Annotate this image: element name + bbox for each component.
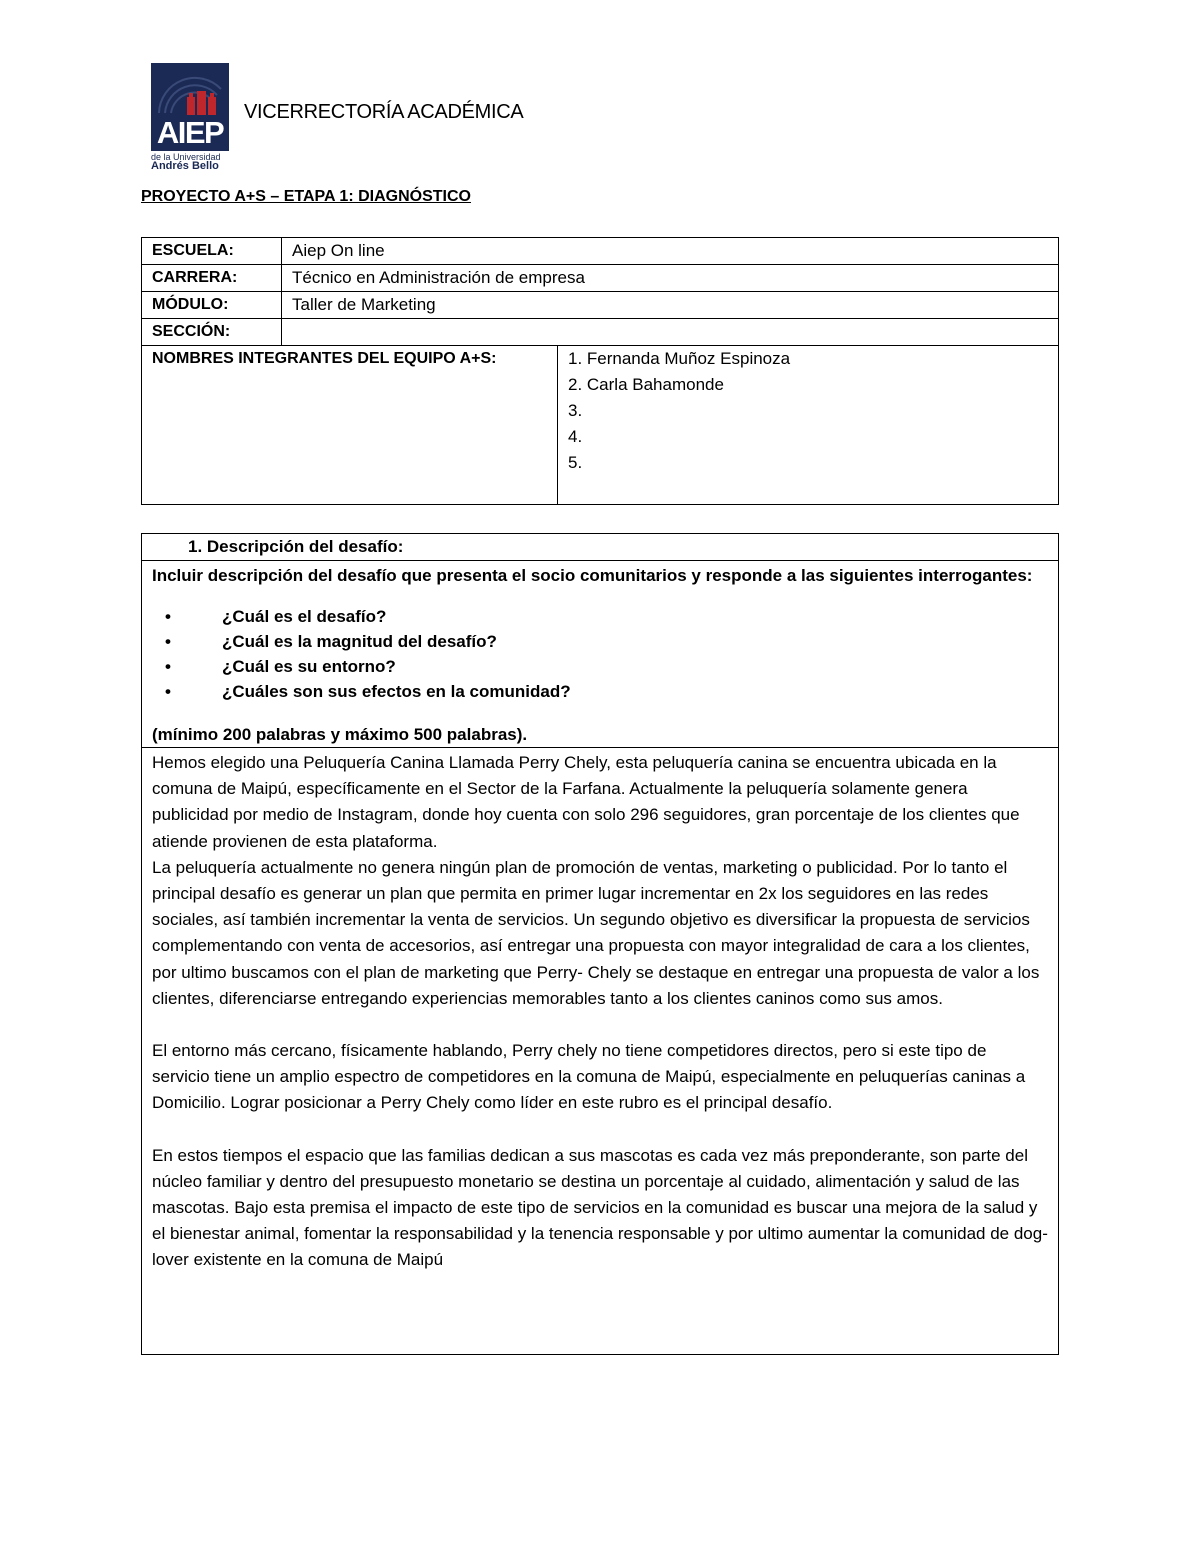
section-heading: 1. Descripción del desafío:: [142, 534, 1059, 561]
question-item: • ¿Cuáles son sus efectos en la comunidad?: [222, 679, 1048, 704]
logo-university: Andrés Bello: [151, 160, 219, 172]
question-item: • ¿Cuál es la magnitud del desafío?: [222, 629, 1048, 654]
carrera-value: Técnico en Administración de empresa: [282, 265, 1059, 292]
member-item: 1. Fernanda Muñoz Espinoza: [568, 349, 791, 368]
row-modulo: [142, 292, 1059, 319]
members-list: [568, 346, 1048, 476]
member-item: 5.: [568, 453, 583, 472]
answer-cell: [142, 748, 1059, 1355]
members-cell: [558, 346, 1059, 505]
row-escuela: [142, 238, 1059, 265]
answer-paragraph: Hemos elegido una Peluquería Canina Llamada Perry Chely, esta peluquería canina se encuentra ubicada en la comuna de Maipú, específicamente en el Sector de la Farfana. Actualmente la peluquería solamente genera publicidad por medio de Instagram, donde hoy cuenta con solo 296 seguidores, gran porcentaje de los clientes que atiende provienen de esta plataforma.: [152, 753, 1020, 851]
info-table: [141, 237, 1059, 505]
word-limit: (mínimo 200 palabras y máximo 500 palabras).: [152, 725, 528, 744]
question-item: • ¿Cuál es el desafío?: [222, 604, 1048, 629]
modulo-value: Taller de Marketing: [282, 292, 1059, 319]
carrera-label: CARRERA:: [142, 265, 282, 292]
answer-paragraph: La peluquería actualmente no genera ningún plan de promoción de ventas, marketing o publicidad. Por lo tanto el principal desafío es generar un plan que permita en primer lugar incrementar en 2x los seguidores en las redes sociales, así también incrementar la venta de servicios. Un segundo objetivo es diversificar la propuesta de servicios complementando con venta de accesorios, así entregar una propuesta con mayor integralidad de cara a los clientes, por ultimo buscamos con el plan de marketing que Perry- Chely se destaque en entregar una propuesta de valor a los clientes, diferenciarse entregando experiencias memorables tanto a los clientes caninos como sus amos.: [152, 857, 1040, 1008]
member-item: 4.: [568, 427, 583, 446]
escuela-label: ESCUELA:: [142, 238, 282, 265]
modulo-label: MÓDULO:: [142, 292, 282, 319]
row-carrera: [142, 265, 1059, 292]
bullet-icon: •: [165, 682, 171, 701]
seccion-label: SECCIÓN:: [142, 319, 282, 346]
question-item: • ¿Cuál es su entorno?: [222, 654, 1048, 679]
logo-subtitle: de la Universidad: [151, 152, 221, 162]
header-title: VICERRECTORÍA ACADÉMICA: [244, 101, 524, 123]
question-list: [152, 604, 1048, 704]
aiep-logo: [151, 63, 229, 151]
instructions-text: Incluir descripción del desafío que presenta el socio comunitarios y responde a las siguientes interrogantes:: [152, 566, 1033, 585]
escuela-value: Aiep On line: [282, 238, 1059, 265]
seccion-value: [282, 319, 1059, 346]
answer-paragraph: En estos tiempos el espacio que las familias dedican a sus mascotas es cada vez más preponderante, son parte del núcleo familiar y dentro del presupuesto monetario se destina un porcentaje al cuidado, alimentación y salud de las mascotas. Bajo esta premisa el impacto de este tipo de servicios en la comunidad es buscar una mejora de la salud y el bienestar animal, fomentar la responsabilidad y la tenencia responsable y por ultimo aumentar la comunidad de dog-lover existente en la comuna de Maipú: [152, 1145, 1048, 1270]
answer-paragraph: El entorno más cercano, físicamente hablando, Perry chely no tiene competidores directos, pero si este tipo de servicio tiene un amplio espectro de competidores en la comuna de Maipú, especialmente en peluquerías caninas a Domicilio. Lograr posicionar a Perry Chely como líder en este rubro es el principal desafío.: [152, 1041, 1026, 1113]
member-item: 2. Carla Bahamonde: [568, 375, 724, 394]
members-label: NOMBRES INTEGRANTES DEL EQUIPO A+S:: [142, 346, 558, 505]
challenge-table: [141, 533, 1059, 1355]
bullet-icon: •: [165, 657, 171, 676]
row-seccion: [142, 319, 1059, 346]
logo-brand-text: AIEP: [156, 115, 224, 150]
member-item: 3.: [568, 401, 583, 420]
bullet-icon: •: [165, 632, 171, 651]
row-members: [142, 346, 1059, 505]
bullet-icon: •: [165, 607, 171, 626]
instructions-cell: [142, 561, 1059, 748]
project-title: PROYECTO A+S – ETAPA 1: DIAGNÓSTICO: [141, 188, 471, 205]
